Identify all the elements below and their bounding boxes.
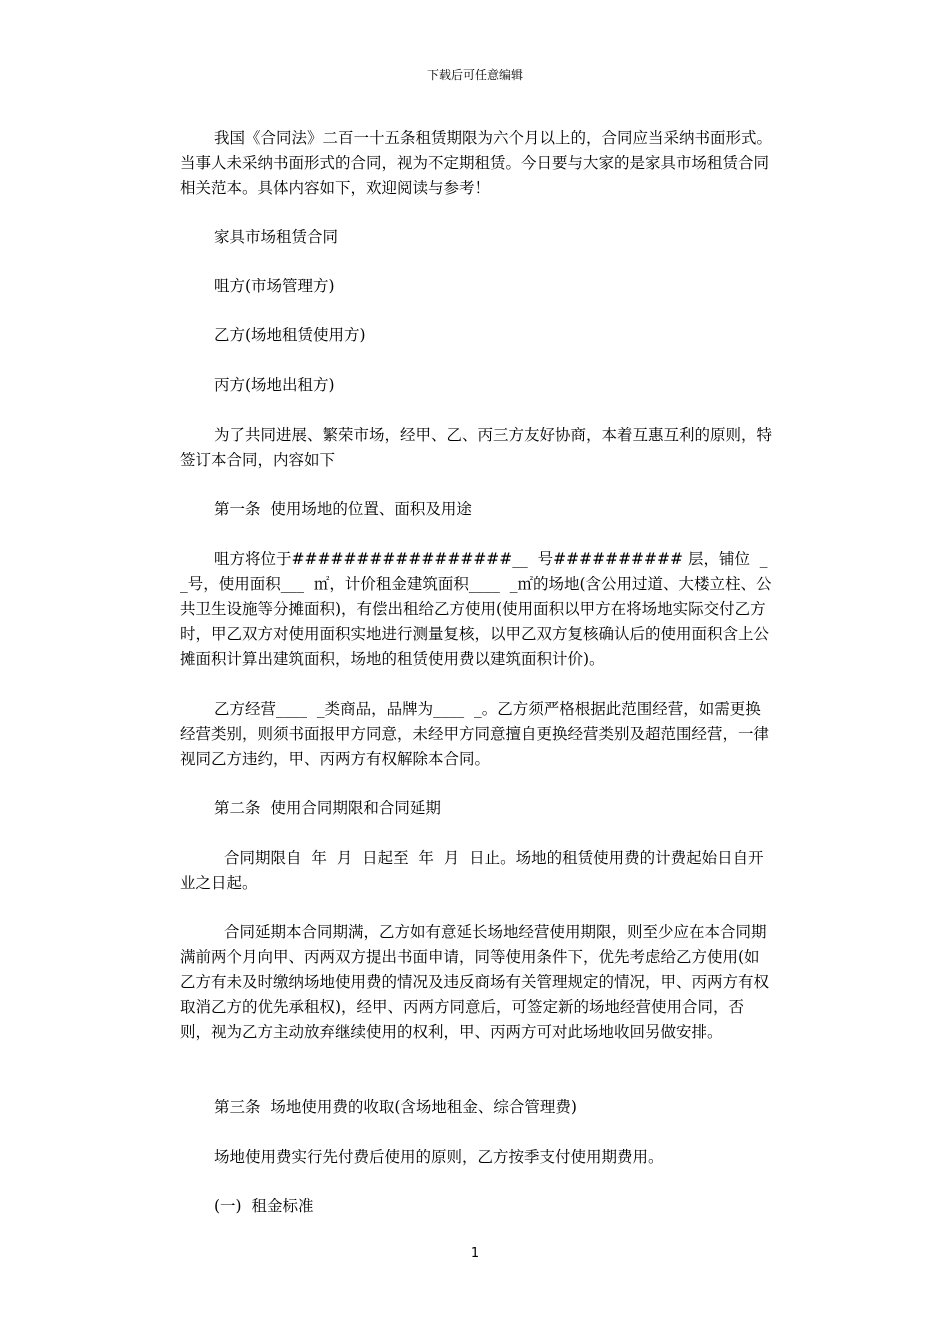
purpose-paragraph: 为了共同进展、繁荣市场，经甲、乙、丙三方友好协商，本着互惠互利的原则，特签订本合同，内容如下 — [180, 426, 773, 469]
party-c-line: 丙方(场地出租方) — [214, 376, 335, 394]
article2-extension: 合同延期本合同期满，乙方如有意延长场地经营使用期限，则至少应在本合同期满前两个月向甲、丙两双方提出书面申请，同等使用条件下，优先考虑给乙方使用(如乙方有未及时缴纳场地使用费的情况及违反商场有关管理规定的情况，甲、丙两方有权取消乙方的优先承租权)，经甲、丙两方同意后，可签定新的场地经营使用合同，否则，视为乙方主动放弃继续使用的权利，甲、丙两方可对此场地收回另做安排。 — [180, 923, 770, 1041]
article3-heading: 第三条 场地使用费的收取(含场地租金、综合管理费) — [214, 1098, 577, 1116]
article2-term: 合同期限自 年 月 日起至 年 月 日止。场地的租赁使用费的计费起始日自开业之日起。 — [180, 849, 764, 892]
article1-heading: 第一条 使用场地的位置、面积及用途 — [214, 500, 472, 518]
rent-standard-heading: (一) 租金标准 — [214, 1197, 314, 1215]
intro-paragraph: 我国《合同法》二百一十五条租赁期限为六个月以上的，合同应当采纳书面形式。当事人未采纳书面形式的合同，视为不定期租赁。今日要与大家的是家具市场租赁合同相关范本。具体内容如下，欢迎阅读与参考！ — [180, 129, 773, 197]
contract-title: 家具市场租赁合同 — [214, 228, 339, 246]
page-number: 1 — [470, 1246, 480, 1261]
party-b-line: 乙方(场地租赁使用方) — [214, 326, 366, 344]
page-header: 下载后可任意编辑 — [426, 68, 523, 82]
article1-scope: 乙方经营____ _类商品，品牌为____ _。乙方须严格根据此范围经营，如需更换经营类别，则须书面报甲方同意，未经甲方同意擅自更换经营类别及超范围经营，一律视同乙方违约，甲、丙两方有权解除本合同。 — [180, 700, 770, 768]
article1-body: 咀方将位于#################__ 号########## 层，铺位 __号，使用面积___ ㎡，计价租金建筑面积____ _㎡的场地(含公用过道、大楼立柱、公共卫生设施等分摊面积)，有偿出租给乙方使用(使用面积以甲方在将场地实际交付乙方时，甲乙双方对使用面积实地进行测量复核，以甲乙双方复核确认后的使用面积含上公摊面积计算出建筑面积，场地的租赁使用费以建筑面积计价)。 — [180, 550, 772, 668]
article3-body: 场地使用费实行先付费后使用的原则，乙方按季支付使用期费用。 — [214, 1148, 664, 1166]
party-a-line: 咀方(市场管理方) — [214, 277, 335, 295]
article2-heading: 第二条 使用合同期限和合同延期 — [214, 799, 441, 817]
